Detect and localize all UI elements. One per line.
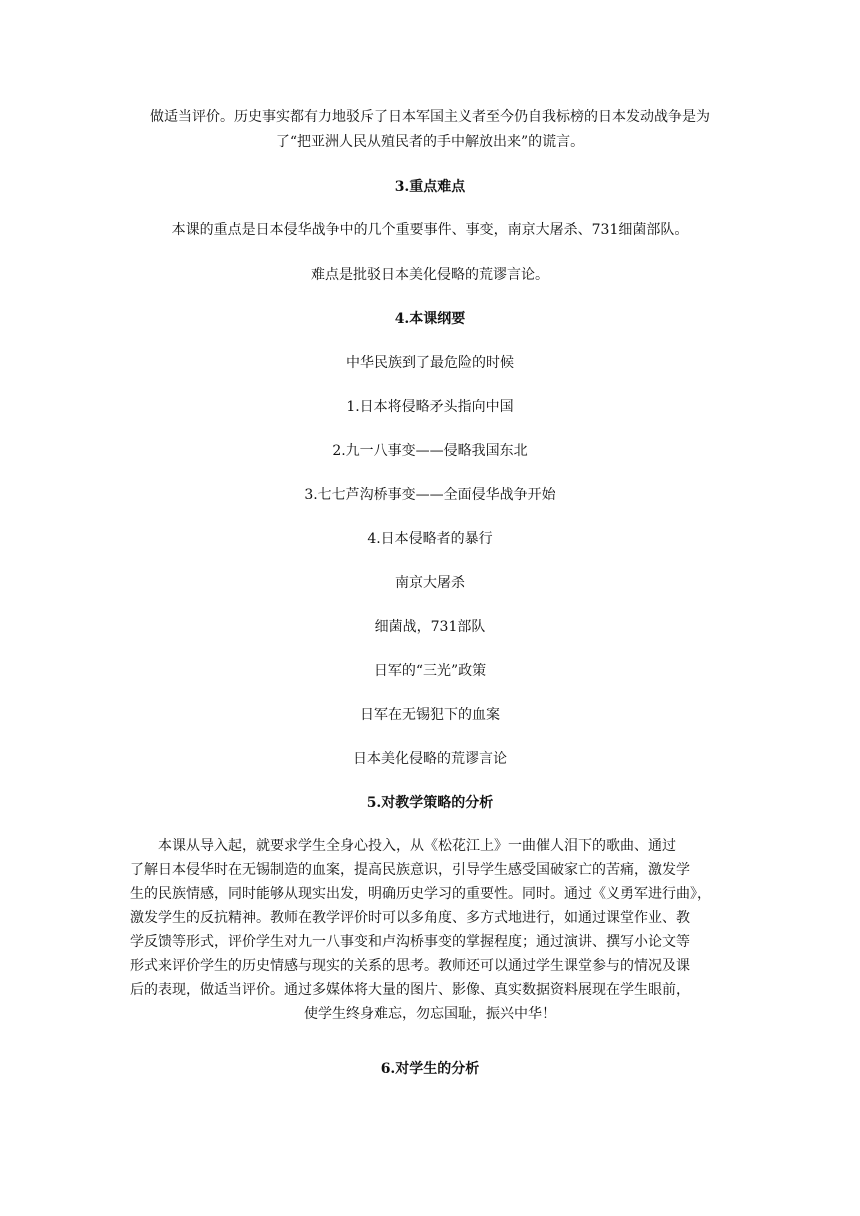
outline-item: 南京大屠杀 bbox=[395, 575, 465, 591]
outline-item: 日本美化侵略的荒谬言论 bbox=[353, 751, 507, 767]
section-3-heading: 3.重点难点 bbox=[394, 179, 466, 195]
outline-item: 4.日本侵略者的暴行 bbox=[367, 531, 493, 547]
outline-item: 日军的“三光”政策 bbox=[373, 663, 487, 679]
outline-item: 2.九一八事变——侵略我国东北 bbox=[332, 443, 528, 459]
paragraph-line: 激发学生的反抗精神。教师在教学评价时可以多角度、多方式地进行，如通过课堂作业、教 bbox=[130, 910, 690, 926]
intro-line-1: 做适当评价。历史事实都有力地驳斥了日本军国主义者至今仍自我标榜的日本发动战争是为 bbox=[150, 109, 710, 125]
teaching-strategy-paragraph bbox=[130, 834, 730, 1026]
paragraph-line: 学反馈等形式，评价学生对九一八事变和卢沟桥事变的掌握程度；通过演讲、撰写小论文等 bbox=[130, 934, 690, 950]
paragraph-line: 使学生终身难忘，勿忘国耻，振兴中华！ bbox=[304, 1006, 556, 1022]
outline-item: 3.七七芦沟桥事变——全面侵华战争开始 bbox=[304, 487, 556, 503]
paragraph-line: 生的民族情感，同时能够从现实出发，明确历史学习的重要性。同时。通过《义勇军进行曲》， bbox=[130, 886, 711, 902]
section-3-key-points: 本课的重点是日本侵华战争中的几个重要事件、事变，南京大屠杀、731细菌部队。 bbox=[171, 222, 689, 238]
outline-item: 日军在无锡犯下的血案 bbox=[360, 707, 500, 723]
section-4-heading: 4.本课纲要 bbox=[394, 311, 466, 327]
outline-item: 1.日本将侵略矛头指向中国 bbox=[346, 399, 514, 415]
section-5-heading: 5.对教学策略的分析 bbox=[366, 795, 494, 811]
paragraph-line: 后的表现，做适当评价。通过多媒体将大量的图片、影像、真实数据资料展现在学生眼前， bbox=[130, 982, 690, 998]
paragraph-line: 了解日本侵华时在无锡制造的血案，提高民族意识，引导学生感受国破家亡的苦痛，激发学 bbox=[130, 862, 690, 878]
outline-item: 细菌战，731部队 bbox=[374, 619, 486, 635]
intro-line-2: 了“把亚洲人民从殖民者的手中解放出来”的谎言。 bbox=[275, 134, 585, 150]
outline-item: 中华民族到了最危险的时候 bbox=[346, 355, 514, 371]
section-3-difficulty: 难点是批驳日本美化侵略的荒谬言论。 bbox=[311, 267, 549, 283]
section-6-heading: 6.对学生的分析 bbox=[380, 1061, 480, 1077]
paragraph-line: 形式来评价学生的历史情感与现实的关系的思考。教师还可以通过学生课堂参与的情况及课 bbox=[130, 958, 690, 974]
paragraph-line: 本课从导入起，就要求学生全身心投入，从《松花江上》一曲催人泪下的歌曲、通过 bbox=[158, 838, 676, 854]
